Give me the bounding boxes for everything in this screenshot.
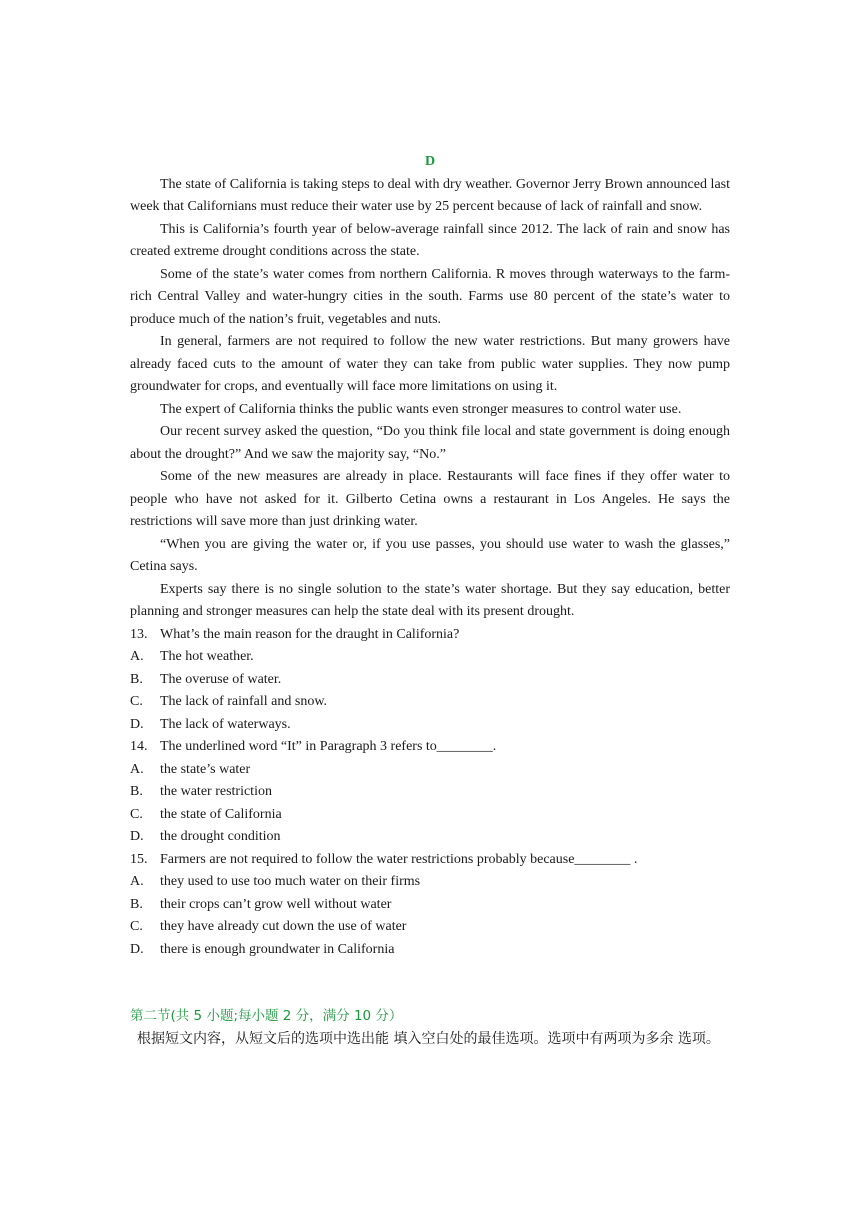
option-letter: A. bbox=[130, 649, 144, 664]
section-2-instruction: 根据短文内容，从短文后的选项中选出能 填入空白处的最佳选项。选项中有两项为多余 选项。 bbox=[137, 1030, 720, 1047]
option-text: The hot weather. bbox=[160, 649, 254, 664]
question-14 bbox=[130, 736, 730, 759]
option-14-c bbox=[130, 804, 730, 827]
option-14-b bbox=[130, 781, 730, 804]
option-text: they have already cut down the use of water bbox=[160, 919, 407, 934]
passage-paragraph: “When you are giving the water or, if you use passes, you should use water to wash the glasses,” Cetina says. bbox=[130, 536, 730, 574]
question-text: What’s the main reason for the draught in California? bbox=[160, 626, 460, 642]
option-15-c bbox=[130, 916, 730, 939]
option-text: The lack of rainfall and snow. bbox=[160, 694, 328, 709]
option-letter: B. bbox=[130, 896, 143, 912]
passage-paragraph: Experts say there is no single solution to the state’s water shortage. But they say education, better planning and stronger measures can help the state deal with its present drought. bbox=[130, 581, 730, 619]
question-text: Farmers are not required to follow the water restrictions probably because________ . bbox=[160, 851, 638, 867]
document-page bbox=[130, 151, 730, 1050]
option-14-d bbox=[130, 826, 730, 849]
option-text: The overuse of water. bbox=[160, 671, 282, 687]
question-number: 15. bbox=[130, 851, 148, 867]
option-letter: D. bbox=[130, 941, 144, 957]
option-letter: B. bbox=[130, 784, 143, 799]
option-text: the water restriction bbox=[160, 784, 272, 799]
section-2-title: 第二节(共 5 小题;每小题 2 分，满分 10 分） bbox=[130, 1008, 403, 1024]
option-13-b bbox=[130, 669, 730, 692]
option-text: their crops can’t grow well without water bbox=[160, 896, 392, 912]
option-13-c bbox=[130, 691, 730, 714]
section-gap bbox=[130, 961, 730, 1005]
option-letter: C. bbox=[130, 919, 143, 934]
passage-paragraph: In general, farmers are not required to follow the new water restrictions. But many growers have already faced cuts to the amount of water they can take from public water supplies. They now pump groundwater for crops, and eventually will face more limitations on using it. bbox=[130, 334, 730, 394]
passage-paragraph: Some of the state’s water comes from northern California. R moves through waterways to the farm-rich Central Valley and water-hungry cities in the south. Farms use 80 percent of the state’s water to produce much of the nation’s fruit, vegetables and nuts. bbox=[130, 266, 730, 327]
question-15 bbox=[130, 849, 730, 872]
option-text: there is enough groundwater in California bbox=[160, 941, 395, 957]
option-letter: A. bbox=[130, 761, 144, 777]
question-13 bbox=[130, 624, 730, 647]
question-text: The underlined word “It” in Paragraph 3 refers to________. bbox=[160, 739, 497, 754]
option-text: the drought condition bbox=[160, 829, 281, 844]
passage-paragraph: Some of the new measures are already in place. Restaurants will face fines if they offer water to people who have not asked for it. Gilberto Cetina owns a restaurant in Los Angeles. He says the restrictions will save more than just drinking water. bbox=[130, 469, 730, 529]
option-text: they used to use too much water on their firms bbox=[160, 874, 421, 889]
option-letter: A. bbox=[130, 874, 144, 889]
question-number: 14. bbox=[130, 739, 148, 754]
option-letter: C. bbox=[130, 806, 143, 822]
passage-paragraph: Our recent survey asked the question, “Do you think file local and state government is doing enough about the drought?” And we saw the majority say, “No.” bbox=[130, 424, 730, 462]
option-letter: B. bbox=[130, 671, 143, 687]
option-letter: D. bbox=[130, 829, 144, 844]
option-text: the state of California bbox=[160, 806, 282, 822]
passage-paragraph: The expert of California thinks the public wants even stronger measures to control water use. bbox=[160, 401, 682, 417]
passage-letter: D bbox=[424, 154, 436, 169]
option-15-d bbox=[130, 939, 730, 962]
option-14-a bbox=[130, 759, 730, 782]
option-15-b bbox=[130, 894, 730, 917]
option-15-a bbox=[130, 871, 730, 894]
option-letter: C. bbox=[130, 694, 143, 709]
option-text: The lack of waterways. bbox=[160, 716, 291, 732]
passage-paragraph: This is California’s fourth year of below-average rainfall since 2012. The lack of rain and snow has created extreme drought conditions across the state. bbox=[130, 221, 730, 259]
option-13-a bbox=[130, 646, 730, 669]
passage-paragraph: The state of California is taking steps to deal with dry weather. Governor Jerry Brown announced last week that Californians must reduce their water use by 25 percent because of lack of rainfall and snow. bbox=[130, 176, 730, 214]
option-text: the state’s water bbox=[160, 761, 251, 777]
question-number: 13. bbox=[130, 626, 148, 642]
option-letter: D. bbox=[130, 716, 144, 732]
option-13-d bbox=[130, 714, 730, 737]
